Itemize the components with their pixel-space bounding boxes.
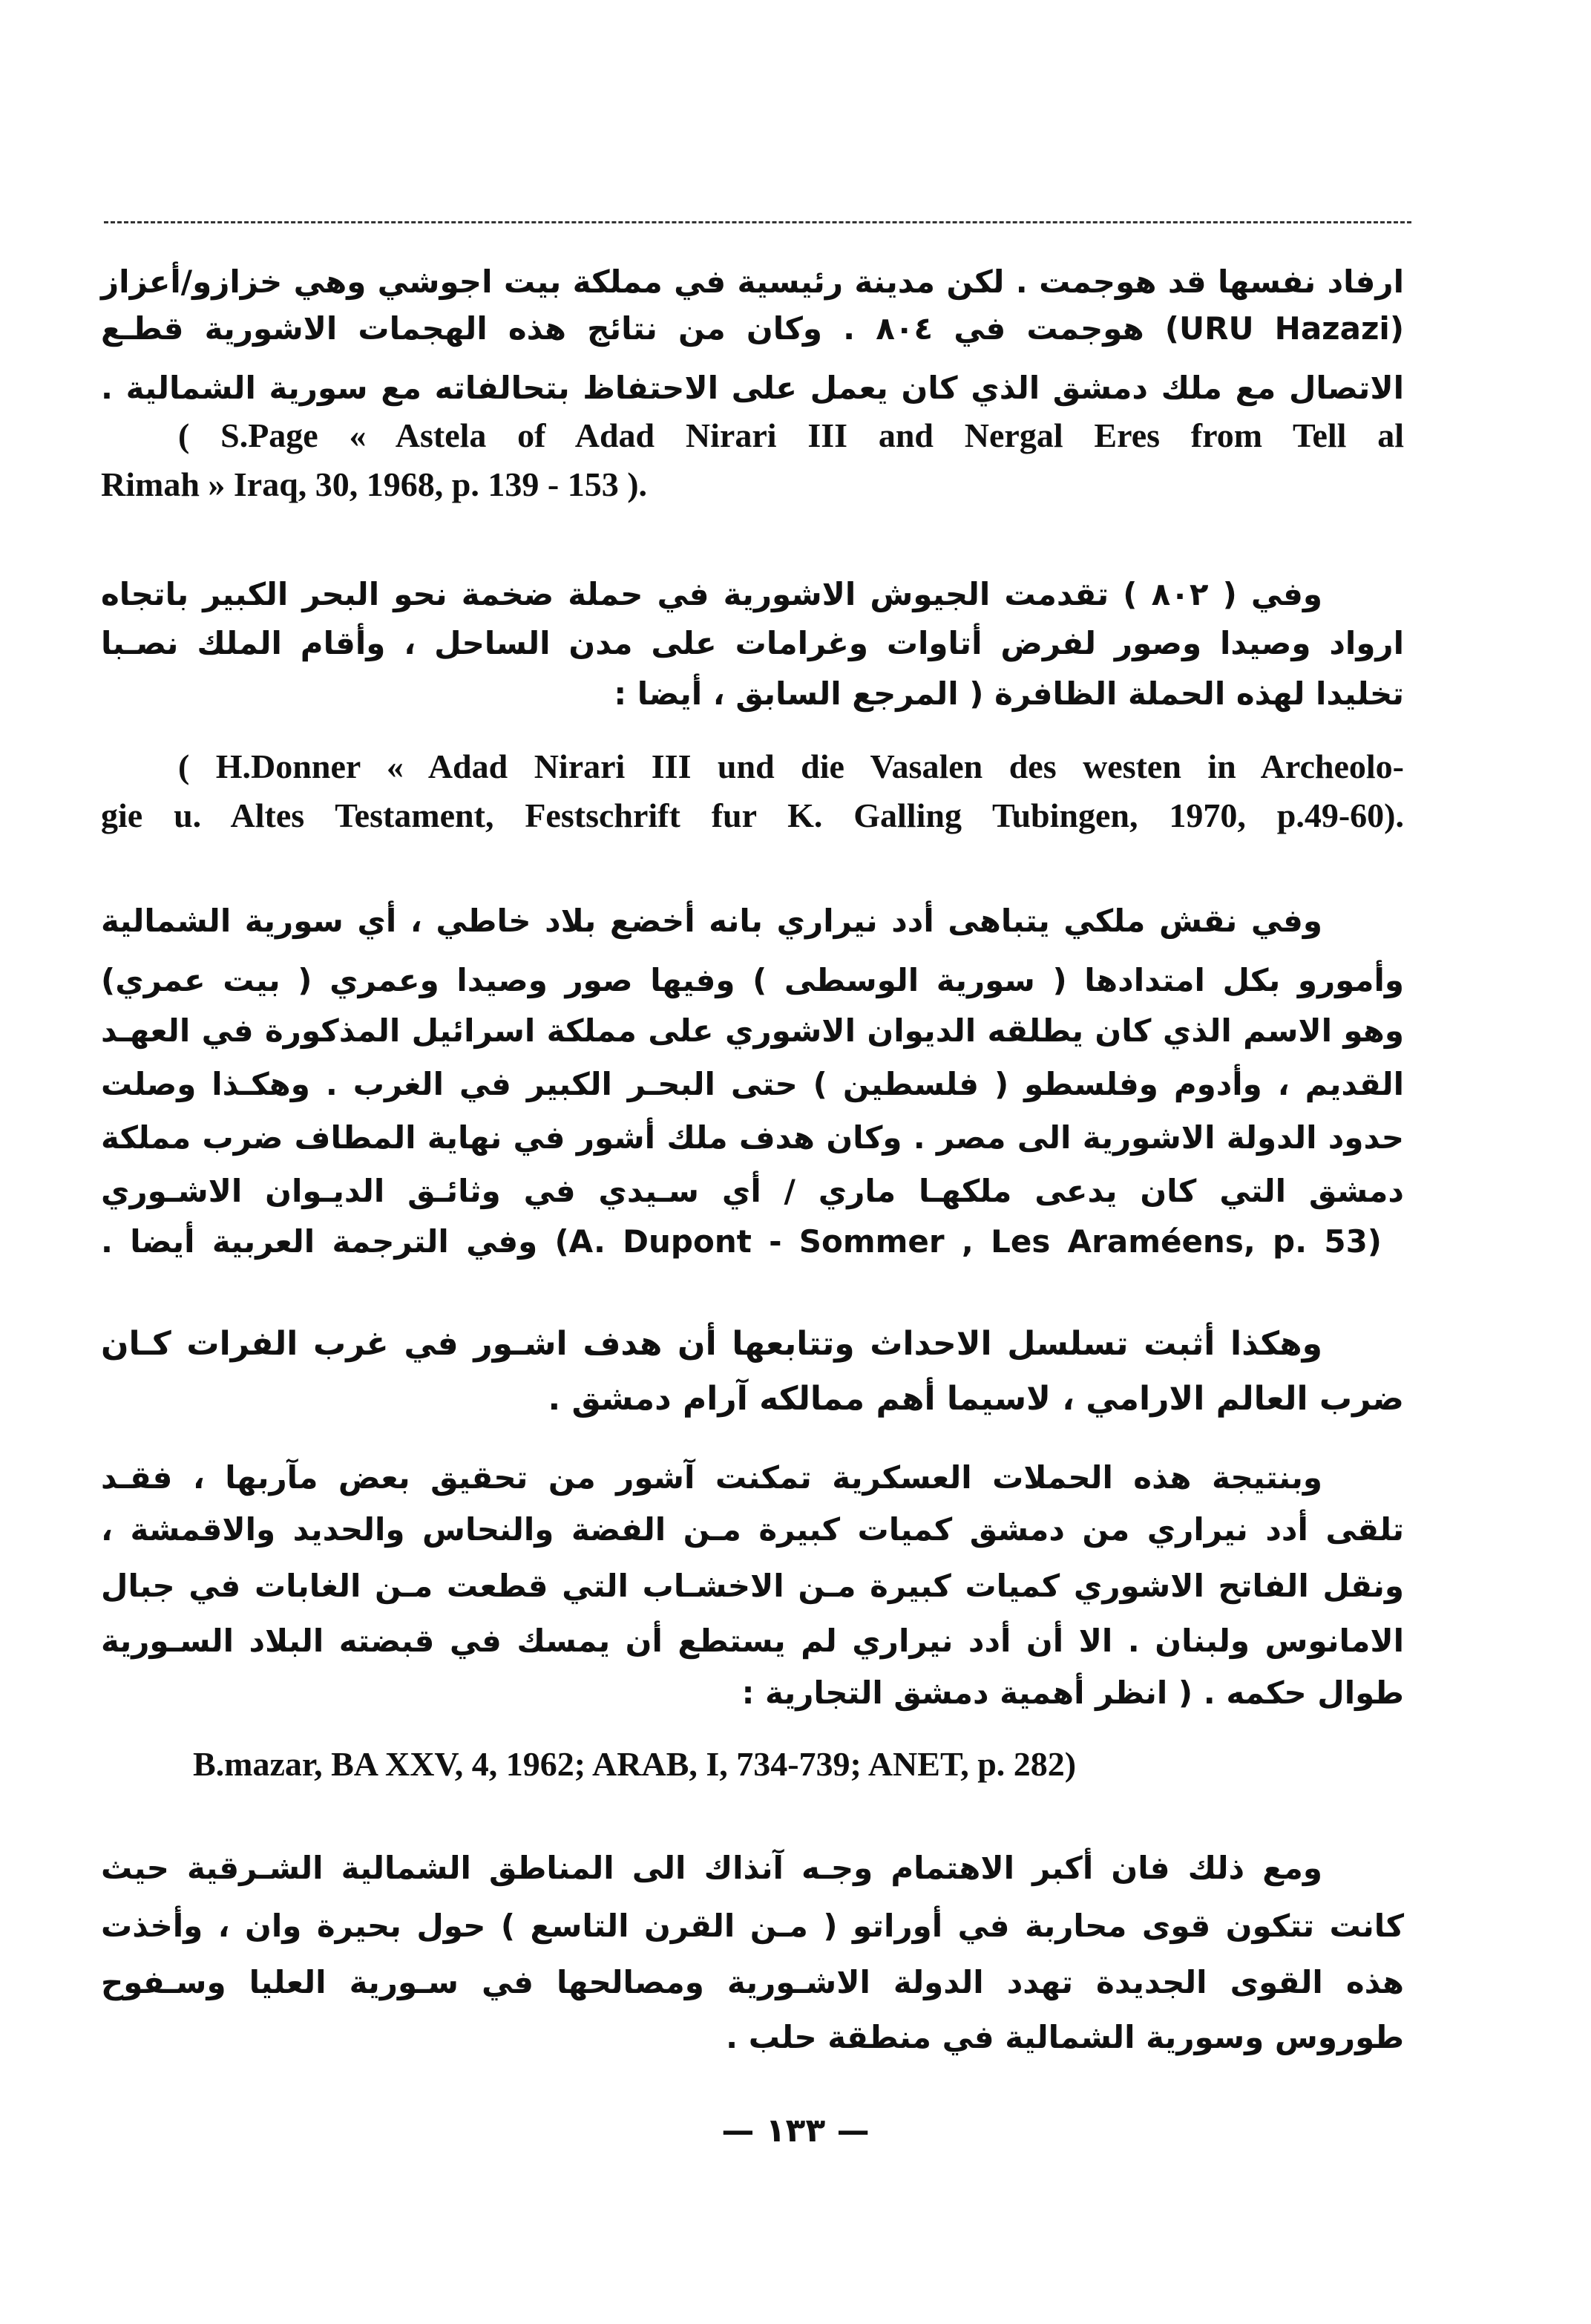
text-line: وفي ( ٨٠٢ ) تقدمت الجيوش الاشورية في حملة ضخمة نحو البحر الكبير باتجاه <box>101 576 1322 612</box>
text-line: الامانوس ولبنان . الا أن أدد نيراري لم يستطع أن يمسك في قبضته البلاد السـورية <box>101 1623 1404 1659</box>
text-line: وأمورو بكل امتدادها ( سورية الوسطى ) وفيها صور وصيدا وعمري ( بيت عمري) <box>101 962 1404 998</box>
text-line: طوال حكمه . ( انظر أهمية دمشق التجارية : <box>741 1675 1404 1711</box>
text-line: القديم ، وأدوم وفلسطو ( فلسطين ) حتى البحـر الكبير في الغرب . وهكـذا وصلت <box>101 1066 1404 1102</box>
page-number: — ١٣٣ — <box>721 2112 870 2150</box>
text-line: ونقل الفاتح الاشوري كميات كبيرة مـن الاخشـاب التي قطعت مـن الغابات في جبال <box>101 1568 1404 1604</box>
bold-text-line: وهكذا أثبت تسلسل الاحداث وتتابعها أن هدف اشـور في غرب الفرات كـان <box>101 1325 1322 1363</box>
citation-line: B.mazar, BA XXV, 4, 1962; ARAB, I, 734-739; ANET, p. 282) <box>193 1745 1077 1783</box>
bold-text-line: ضرب العالم الارامي ، لاسيما أهم ممالكه آرام دمشق . <box>548 1380 1404 1418</box>
text-line: الاتصال مع ملك دمشق الذي كان يعمل على الاحتفاظ بتحالفاته مع سورية الشمالية . <box>101 370 1404 406</box>
citation-line: Rimah » Iraq, 30, 1968, p. 139 - 153 ). <box>101 465 648 503</box>
citation-line: ( H.Donner « Adad Nirari III und die Vasalen des westen in Archeolo- <box>178 747 1404 785</box>
text-line: كانت تتكون قوى محاربة في أوراتو ( مـن القرن التاسع ) حول بحيرة وان ، وأخذت <box>101 1908 1404 1944</box>
text-line: ارواد وصيدا وصور لفرض أتاوات وغرامات على مدن الساحل ، وأقام الملك نصـبا <box>101 625 1404 661</box>
text-line: ارفاد نفسها قد هوجمت . لكن مدينة رئيسية في مملكة بيت اجوشي وهي خزازو/أعزاز <box>101 264 1404 300</box>
text-line: وفي نقش ملكي يتباهى أدد نيراري بانه أخضع بلاد خاطي ، أي سورية الشمالية <box>101 903 1322 939</box>
text-line: تخليدا لهذه الحملة الظافرة ( المرجع السابق ، أيضا : <box>614 675 1404 712</box>
text-line: ومع ذلك فان أكبر الاهتمام وجـه آنذاك الى المناطق الشمالية الشـرقية حيث <box>101 1850 1322 1886</box>
text-line: وهو الاسم الذي كان يطلقه الديوان الاشوري على مملكة اسرائيل المذكورة في العهـد <box>101 1012 1404 1049</box>
citation-line: gie u. Altes Testament, Festschrift fur K. Galling Tubingen, 1970, p.49-60). <box>101 796 1404 834</box>
text-line: حدود الدولة الاشورية الى مصر . وكان هدف ملك أشور في نهاية المطاف ضرب مملكة <box>101 1119 1404 1156</box>
text-line: (URU Hazazi) هوجمت في ٨٠٤ . وكان من نتائج هذه الهجمات الاشورية قطـع <box>101 310 1405 347</box>
text-line: دمشق التي كان يدعى ملكهـا ماري / أي سـيدي في وثائـق الديـوان الاشـوري <box>101 1173 1404 1209</box>
citation-line: ( S.Page « Astela of Adad Nirari III and Nergal Eres from Tell al <box>178 416 1404 454</box>
text-line: وبنتيجة هذه الحملات العسكرية تمكنت آشور من تحقيق بعض مآربها ، فقـد <box>101 1459 1322 1496</box>
header-dashed-rule <box>104 221 1411 223</box>
text-line: طوروس وسورية الشمالية في منطقة حلب . <box>726 2019 1404 2055</box>
text-line: هذه القوى الجديدة تهدد الدولة الاشـورية ومصالحها في سـورية العليا وسـفوح <box>101 1964 1404 2000</box>
text-line: (A. Dupont - Sommer , Les Araméens, p. 53) وفي الترجمة العربية أيضا . <box>101 1223 1382 1260</box>
text-line: تلقى أدد نيراري من دمشق كميات كبيرة مـن الفضة والنحاس والحديد والاقمشة ، <box>101 1511 1404 1548</box>
